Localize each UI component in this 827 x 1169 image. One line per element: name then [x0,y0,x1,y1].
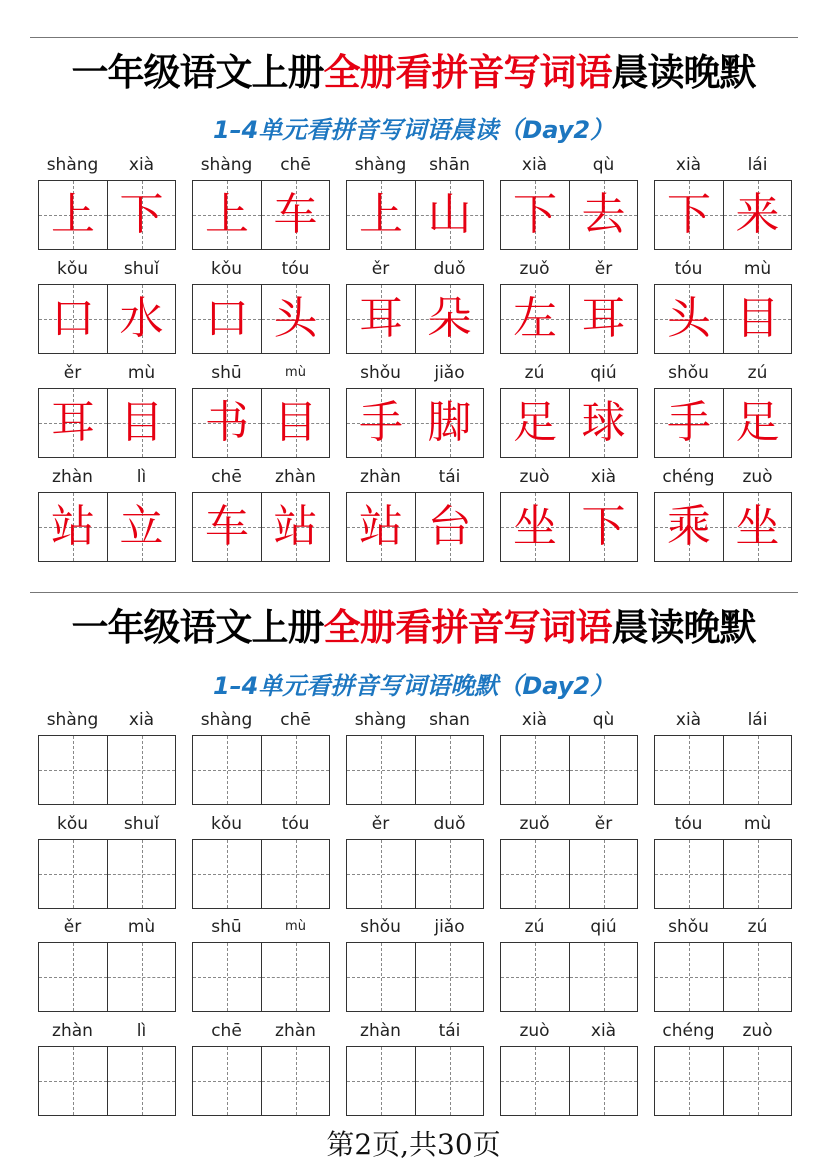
tianzige-cell[interactable] [347,736,415,804]
pinyin-label: shàng [354,155,407,175]
pinyin-label: xià [128,155,155,175]
tianzige-box-pair[interactable] [192,942,330,1012]
tianzige-cell[interactable] [107,736,175,804]
hanzi-character: 上 [51,189,95,240]
title-part-1: 一年级语文上册 [71,605,324,649]
word-item [346,154,484,254]
pinyin-label: chéng [662,467,715,487]
tianzige-cell[interactable] [723,1047,791,1115]
title-part-2: 全册看拼音写词语 [323,50,612,94]
tianzige-cell [723,493,791,561]
hanzi-character: 站 [359,501,403,552]
pinyin-label: zuò [742,1020,773,1041]
tianzige-box-pair[interactable] [38,839,176,909]
tianzige-cell [501,181,569,249]
word-item [38,258,176,358]
tianzige-cell[interactable] [261,840,329,908]
tianzige-cell[interactable] [415,1047,483,1115]
hanzi-character: 下 [119,189,164,240]
tianzige-box-pair[interactable] [192,1046,330,1116]
pinyin-label: zhàn [52,467,93,487]
tianzige-cell[interactable] [501,736,569,804]
tianzige-cell [107,493,175,561]
hanzi-character: 去 [581,189,626,240]
tianzige-box-pair [654,492,792,562]
tianzige-box-pair[interactable] [192,735,330,805]
tianzige-cell [39,389,107,457]
pinyin-label: shàng [46,710,99,730]
tianzige-cell [655,493,723,561]
tianzige-box-pair [38,180,176,250]
hanzi-character: 脚 [427,397,472,448]
tianzige-cell [193,181,261,249]
tianzige-box-pair[interactable] [192,839,330,909]
pinyin-label: zhàn [275,1020,316,1041]
pinyin-label: jiǎo [434,917,465,937]
tianzige-cell[interactable] [107,840,175,908]
pinyin-label: lái [747,155,768,175]
tianzige-cell[interactable] [501,943,569,1011]
pinyin-label: kǒu [56,259,89,279]
tianzige-cell [39,181,107,249]
tianzige-box-pair [192,284,330,354]
hanzi-character: 下 [667,189,711,240]
word-item [346,813,484,913]
tianzige-box-pair[interactable] [500,839,638,909]
subtitle-morning: 1–4单元看拼音写词语晨读（Day2） [212,116,615,144]
tianzige-box-pair [192,388,330,458]
hanzi-character: 手 [667,397,711,448]
tianzige-box-pair[interactable] [38,1046,176,1116]
tianzige-box-pair [192,492,330,562]
pinyin-label: shàng [200,710,253,730]
word-item [346,1020,484,1120]
word-item [654,813,792,913]
word-item [192,154,330,254]
subtitle-evening: 1–4单元看拼音写词语晚默（Day2） [212,672,615,700]
hanzi-character: 耳 [359,293,403,344]
word-item [346,466,484,566]
tianzige-cell [347,285,415,353]
word-item [654,362,792,462]
tianzige-cell[interactable] [655,736,723,804]
pinyin-label: chē [211,1020,242,1041]
tianzige-cell[interactable] [193,736,261,804]
tianzige-cell[interactable] [415,840,483,908]
title-part-3: 晨读晚默 [611,50,756,94]
tianzige-box-pair [500,284,638,354]
hanzi-character: 来 [735,189,780,240]
tianzige-box-pair [192,180,330,250]
pinyin-label: kǒu [56,813,89,834]
pinyin-label: zú [524,917,545,937]
tianzige-box-pair[interactable] [38,735,176,805]
tianzige-cell [107,285,175,353]
pinyin-label: chéng [662,1020,715,1041]
pinyin-label: ěr [594,813,613,834]
tianzige-cell [347,181,415,249]
pinyin-label: mù [127,363,156,383]
pinyin-label: zhàn [52,1020,93,1041]
hanzi-character: 足 [513,397,557,448]
pinyin-label: zú [747,363,768,383]
pinyin-label: duǒ [433,259,466,279]
tianzige-box-pair [38,284,176,354]
tianzige-box-pair[interactable] [346,839,484,909]
pinyin-label: jiǎo [434,363,465,383]
tianzige-cell[interactable] [415,736,483,804]
hanzi-character: 目 [273,397,318,448]
word-item [500,1020,638,1120]
word-item [192,466,330,566]
pinyin-label: xià [675,710,702,730]
hanzi-character: 下 [581,501,626,552]
tianzige-cell [501,285,569,353]
hanzi-character: 站 [273,501,318,552]
word-item [346,362,484,462]
tianzige-cell [261,181,329,249]
tianzige-cell[interactable] [723,736,791,804]
tianzige-cell [193,493,261,561]
pinyin-label: kǒu [210,259,243,279]
pinyin-label: zuǒ [519,813,550,834]
hanzi-character: 上 [205,189,249,240]
word-item [346,709,484,809]
pinyin-label: xià [675,155,702,175]
tianzige-cell [107,389,175,457]
hanzi-character: 坐 [735,501,780,552]
tianzige-cell[interactable] [569,943,637,1011]
pinyin-label: ěr [371,259,390,279]
tianzige-box-pair[interactable] [654,735,792,805]
pinyin-label: zú [747,917,768,937]
pinyin-label: zuò [742,467,773,487]
pinyin-label: qiú [590,363,617,383]
tianzige-box-pair[interactable] [500,1046,638,1116]
tianzige-cell[interactable] [723,943,791,1011]
tianzige-box-pair [346,492,484,562]
tianzige-cell [347,389,415,457]
hanzi-character: 目 [735,293,780,344]
pinyin-label: zuǒ [519,259,550,279]
tianzige-cell[interactable] [655,840,723,908]
tianzige-cell[interactable] [569,736,637,804]
tianzige-box-pair[interactable] [346,735,484,805]
tianzige-cell[interactable] [655,1047,723,1115]
hanzi-character: 头 [667,293,711,344]
word-item [192,362,330,462]
tianzige-box-pair[interactable] [38,942,176,1012]
hanzi-character: 耳 [581,293,626,344]
tianzige-cell [39,493,107,561]
word-item [192,916,330,1016]
pinyin-label: shuǐ [123,813,160,834]
pinyin-label: zuò [519,467,550,487]
top-divider [30,37,798,38]
word-item [654,709,792,809]
hanzi-character: 车 [205,501,249,552]
tianzige-cell [569,285,637,353]
pinyin-label: shàng [46,155,99,175]
pinyin-label: zhàn [360,467,401,487]
pinyin-label: tái [438,467,461,487]
hanzi-character: 口 [205,293,249,344]
tianzige-cell [415,389,483,457]
tianzige-box-pair [654,284,792,354]
pinyin-label: shǒu [360,363,401,383]
hanzi-character: 手 [359,397,403,448]
tianzige-cell[interactable] [39,943,107,1011]
pinyin-label: shǒu [360,917,401,937]
tianzige-box-pair [346,180,484,250]
pinyin-label: mù [285,919,306,934]
tianzige-cell [193,285,261,353]
tianzige-cell [193,389,261,457]
tianzige-cell [347,493,415,561]
hanzi-character: 台 [427,501,472,552]
pinyin-label: chē [211,467,242,487]
hanzi-character: 目 [119,397,164,448]
tianzige-box-pair [654,388,792,458]
tianzige-cell [261,493,329,561]
pinyin-label: mù [743,813,772,834]
tianzige-cell[interactable] [107,1047,175,1115]
pinyin-label: shuǐ [123,259,160,279]
pinyin-label: xià [521,710,548,730]
tianzige-cell [569,493,637,561]
tianzige-cell [415,493,483,561]
tianzige-box-pair[interactable] [500,735,638,805]
pinyin-label: mù [743,259,772,279]
tianzige-box-pair [38,492,176,562]
tianzige-cell [655,389,723,457]
pinyin-label: lì [136,467,147,487]
tianzige-cell [723,389,791,457]
pinyin-label: shū [211,363,242,383]
pinyin-label: qù [592,155,615,175]
pinyin-label: lái [747,710,768,730]
title-part-2: 全册看拼音写词语 [323,605,612,649]
pinyin-label: zhàn [275,467,316,487]
tianzige-box-pair [38,388,176,458]
tianzige-cell [655,285,723,353]
tianzige-cell[interactable] [107,943,175,1011]
tianzige-box-pair [500,180,638,250]
tianzige-cell[interactable] [39,840,107,908]
tianzige-cell[interactable] [655,943,723,1011]
title-part-1: 一年级语文上册 [71,50,324,94]
word-item [38,916,176,1016]
word-item [192,813,330,913]
tianzige-cell[interactable] [501,840,569,908]
word-item [192,1020,330,1120]
word-item [38,709,176,809]
tianzige-cell [107,181,175,249]
hanzi-character: 球 [581,397,626,448]
word-item [192,258,330,358]
word-item [192,709,330,809]
tianzige-cell[interactable] [415,943,483,1011]
tianzige-cell [39,285,107,353]
pinyin-label: tái [438,1020,461,1041]
word-item [346,258,484,358]
tianzige-cell[interactable] [347,840,415,908]
tianzige-box-pair[interactable] [500,942,638,1012]
hanzi-character: 山 [427,189,472,240]
pinyin-label: xià [590,1020,617,1041]
word-item [500,709,638,809]
page-title-bottom [0,605,827,649]
hanzi-character: 足 [735,397,780,448]
pinyin-label: shǒu [668,363,709,383]
word-item [654,916,792,1016]
tianzige-cell[interactable] [193,943,261,1011]
hanzi-character: 朵 [427,293,472,344]
pinyin-label: shǒu [668,917,709,937]
tianzige-box-pair[interactable] [654,1046,792,1116]
pinyin-label: chē [280,155,311,175]
tianzige-box-pair [500,388,638,458]
pinyin-label: xià [128,710,155,730]
tianzige-box-pair[interactable] [654,942,792,1012]
tianzige-cell[interactable] [193,1047,261,1115]
pinyin-label: ěr [63,917,82,937]
tianzige-cell[interactable] [347,943,415,1011]
hanzi-character: 左 [513,293,557,344]
tianzige-cell [569,181,637,249]
tianzige-cell[interactable] [39,736,107,804]
word-item [500,916,638,1016]
word-item [38,813,176,913]
pinyin-label: tóu [281,813,310,834]
pinyin-label: shān [429,155,470,175]
pinyin-label: ěr [594,259,613,279]
pinyin-label: shàng [354,710,407,730]
hanzi-character: 上 [359,189,403,240]
pinyin-label: xià [590,467,617,487]
tianzige-cell[interactable] [569,840,637,908]
tianzige-cell [569,389,637,457]
tianzige-box-pair [346,388,484,458]
pinyin-label: ěr [371,813,390,834]
pinyin-label: chē [280,710,311,730]
word-item [38,154,176,254]
pinyin-label: duǒ [433,813,466,834]
word-item [38,1020,176,1120]
tianzige-cell[interactable] [261,943,329,1011]
tianzige-cell[interactable] [347,1047,415,1115]
pinyin-label: mù [285,365,306,380]
tianzige-box-pair [346,284,484,354]
tianzige-box-pair [500,492,638,562]
pinyin-label: kǒu [210,813,243,834]
tianzige-cell [415,285,483,353]
pinyin-label: shan [429,710,470,730]
tianzige-cell[interactable] [39,1047,107,1115]
hanzi-character: 口 [51,293,95,344]
page-title-top [0,50,827,94]
hanzi-character: 站 [51,501,95,552]
pinyin-label: zú [524,363,545,383]
word-item [500,154,638,254]
page-footer: 第2页,共30页 [326,1128,501,1161]
hanzi-character: 下 [513,189,557,240]
tianzige-cell[interactable] [193,840,261,908]
word-item [654,154,792,254]
word-item [38,362,176,462]
tianzige-cell [501,493,569,561]
pinyin-label: mù [127,917,156,937]
word-item [500,813,638,913]
word-item [654,1020,792,1120]
tianzige-cell[interactable] [723,840,791,908]
pinyin-label: tóu [674,813,703,834]
word-item [654,258,792,358]
tianzige-cell[interactable] [501,1047,569,1115]
word-item [500,258,638,358]
hanzi-character: 坐 [513,501,557,552]
tianzige-cell [655,181,723,249]
tianzige-cell [261,285,329,353]
pinyin-label: qù [592,710,615,730]
hanzi-character: 立 [119,501,164,552]
tianzige-cell[interactable] [569,1047,637,1115]
pinyin-label: zhàn [360,1020,401,1041]
pinyin-label: qiú [590,917,617,937]
word-item [500,362,638,462]
tianzige-cell [723,285,791,353]
middle-divider [30,592,798,593]
hanzi-character: 水 [119,293,164,344]
tianzige-box-pair[interactable] [346,942,484,1012]
tianzige-cell[interactable] [261,1047,329,1115]
pinyin-label: ěr [63,363,82,383]
title-part-3: 晨读晚默 [611,605,756,649]
hanzi-character: 车 [273,189,318,240]
tianzige-box-pair[interactable] [654,839,792,909]
pinyin-label: shū [211,917,242,937]
hanzi-character: 书 [205,397,249,448]
tianzige-cell [723,181,791,249]
hanzi-character: 头 [273,293,318,344]
word-item [500,466,638,566]
tianzige-box-pair [654,180,792,250]
tianzige-cell [501,389,569,457]
pinyin-label: xià [521,155,548,175]
pinyin-label: lì [136,1020,147,1041]
tianzige-cell[interactable] [261,736,329,804]
hanzi-character: 乘 [667,501,711,552]
word-item [654,466,792,566]
pinyin-label: tóu [674,259,703,279]
hanzi-character: 耳 [51,397,95,448]
tianzige-cell [261,389,329,457]
pinyin-label: shàng [200,155,253,175]
pinyin-label: tóu [281,259,310,279]
word-item [346,916,484,1016]
tianzige-cell [415,181,483,249]
tianzige-box-pair[interactable] [346,1046,484,1116]
word-item [38,466,176,566]
pinyin-label: zuò [519,1020,550,1041]
